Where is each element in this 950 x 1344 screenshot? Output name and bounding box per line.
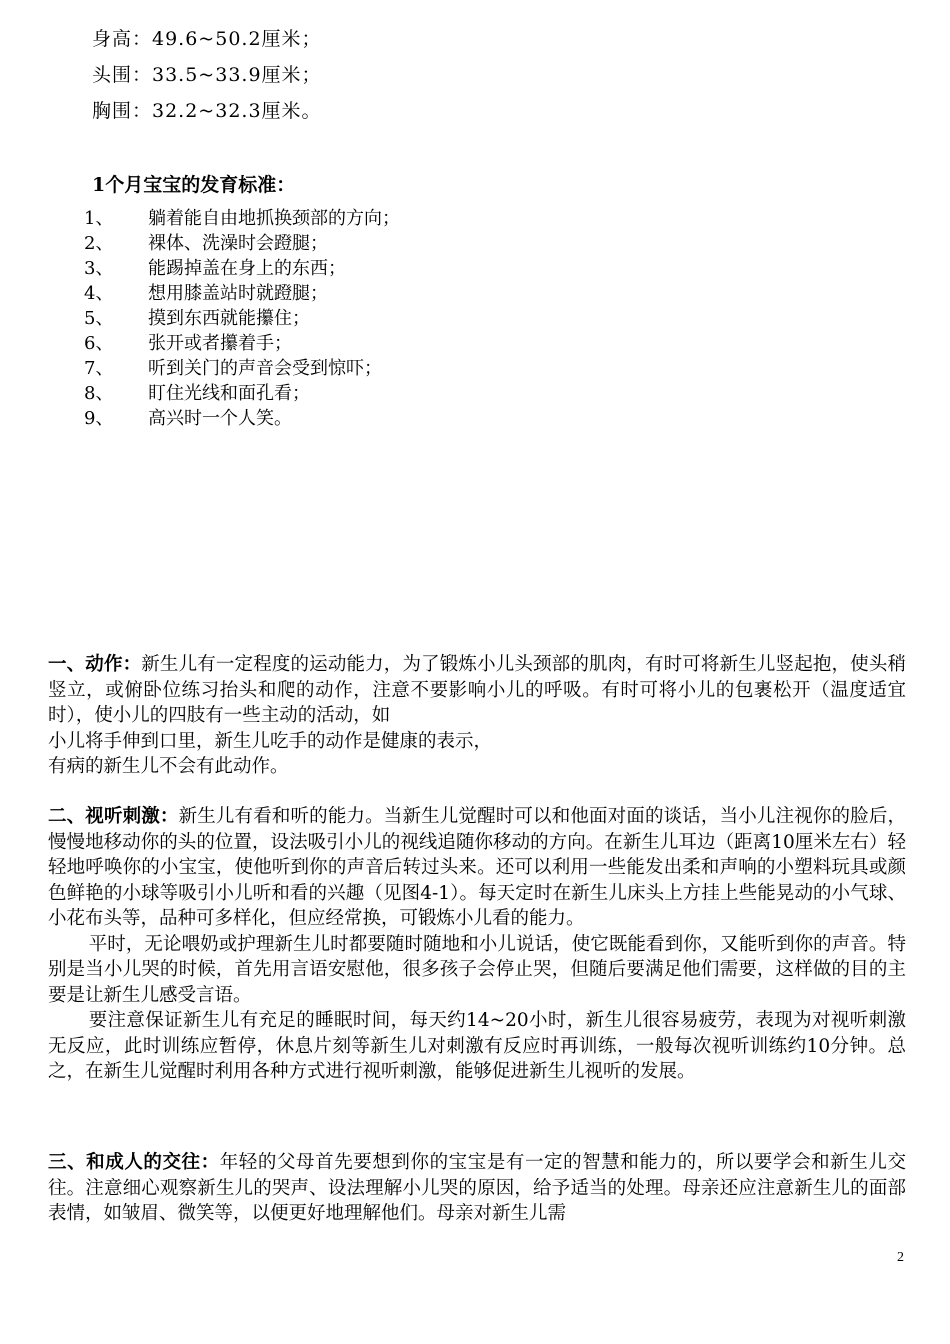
list-item-number: 6、: [84, 333, 114, 354]
standards-list: [84, 206, 400, 431]
section-movement: [48, 652, 906, 780]
list-item: [84, 381, 400, 406]
section-body: 年轻的父母首先要想到你的宝宝是有一定的智慧和能力的，所以要学会和新生儿交往。注意细心观察新生儿的哭声、设法理解小儿哭的原因，给予适当的处理。母亲还应注意新生儿的面部表情，如皱眉、微笑等，以便更好地理解他们。母亲对新生儿需: [48, 1152, 906, 1224]
section-line: 有病的新生儿不会有此动作。: [48, 756, 289, 777]
section-paragraph: 要注意保证新生儿有充足的睡眠时间，每天约14~20小时，新生儿很容易疲劳，表现为对视听刺激无反应，此时训练应暂停，休息片刻等新生儿对刺激有反应时再训练，一般每次视听训练约10分钟。总之，在新生儿觉醒时利用各种方式进行视听刺激，能够促进新生儿视听的发展。: [48, 1010, 906, 1082]
section-line: 小儿将手伸到口里，新生儿吃手的动作是健康的表示，: [48, 730, 493, 752]
section-heading: 一、动作：: [48, 654, 142, 675]
list-item-text: 能踢掉盖在身上的东西；: [148, 258, 346, 279]
section-body: 新生儿有看和听的能力。当新生儿觉醒时可以和他面对面的谈话，当小儿注视你的脸后，慢慢地移动你的头的位置，设法吸引小儿的视线追随你移动的方向。在新生儿耳边（距离10厘米左右）轻轻地呼唤你的小宝宝，使他听到你的声音后转过头来。还可以利用一些能发出柔和声响的小塑料玩具或颜色鲜艳的小球等吸引小儿听和看的兴趣（见图4-1）。每天定时在新生儿床头上方挂上些能晃动的小气球、小花布头等，品种可多样化，但应经常换，可锻炼小儿看的能力。: [48, 806, 906, 929]
list-item-number: 9、: [84, 408, 114, 429]
measurement-head: 头围：33.5~33.9厘米；: [92, 64, 322, 86]
list-item-number: 7、: [84, 358, 114, 379]
list-item: [84, 356, 400, 381]
list-item-text: 听到关门的声音会受到惊吓；: [148, 358, 382, 379]
list-item: [84, 231, 400, 256]
list-item: [84, 306, 400, 331]
section-paragraph: [48, 1150, 906, 1227]
measurement-height: 身高：49.6~50.2厘米；: [92, 28, 322, 50]
section-adult-interaction: [48, 1150, 906, 1227]
list-item-number: 5、: [84, 308, 114, 329]
list-item: [84, 331, 400, 356]
list-item-text: 裸体、洗澡时会蹬腿；: [148, 233, 328, 254]
list-item-number: 1、: [84, 208, 114, 229]
section-paragraph: 平时，无论喂奶或护理新生儿时都要随时随地和小儿说话，使它既能看到你，又能听到你的声音。特别是当小儿哭的时候，首先用言语安慰他，很多孩子会停止哭，但随后要满足他们需要，这样做的目的主要是让新生儿感受言语。: [48, 933, 906, 1006]
list-item-text: 张开或者攥着手；: [148, 333, 292, 354]
list-item-number: 4、: [84, 283, 114, 304]
section-paragraph: [48, 804, 906, 932]
list-item: [84, 406, 400, 431]
standards-title: 1个月宝宝的发育标准：: [92, 174, 296, 196]
section-heading: 二、视听刺激：: [48, 806, 179, 827]
list-item-text: 躺着能自由地抓换颈部的方向；: [148, 208, 400, 229]
list-item-text: 高兴时一个人笑。: [148, 408, 292, 429]
page-number: 2: [897, 1250, 904, 1265]
section-heading: 三、和成人的交往：: [48, 1152, 220, 1173]
list-item-text: 盯住光线和面孔看；: [148, 383, 310, 404]
list-item: [84, 281, 400, 306]
section-visual-auditory: [48, 804, 906, 1085]
list-item-number: 8、: [84, 383, 114, 404]
list-item: [84, 206, 400, 231]
list-item-number: 2、: [84, 233, 114, 254]
list-item-number: 3、: [84, 258, 114, 279]
list-item-text: 摸到东西就能攥住；: [148, 308, 310, 329]
measurement-chest: 胸围：32.2~32.3厘米。: [92, 100, 322, 122]
section-body: 新生儿有一定程度的运动能力，为了锻炼小儿头颈部的肌肉，有时可将新生儿竖起抱，使头稍竖立，或俯卧位练习抬头和爬的动作，注意不要影响小儿的呼吸。有时可将小儿的包裹松开（温度适宜时），使小儿的四肢有一些主动的活动，如: [48, 654, 906, 726]
list-item: [84, 256, 400, 281]
section-paragraph: [48, 652, 906, 729]
list-item-text: 想用膝盖站时就蹬腿；: [148, 283, 328, 304]
